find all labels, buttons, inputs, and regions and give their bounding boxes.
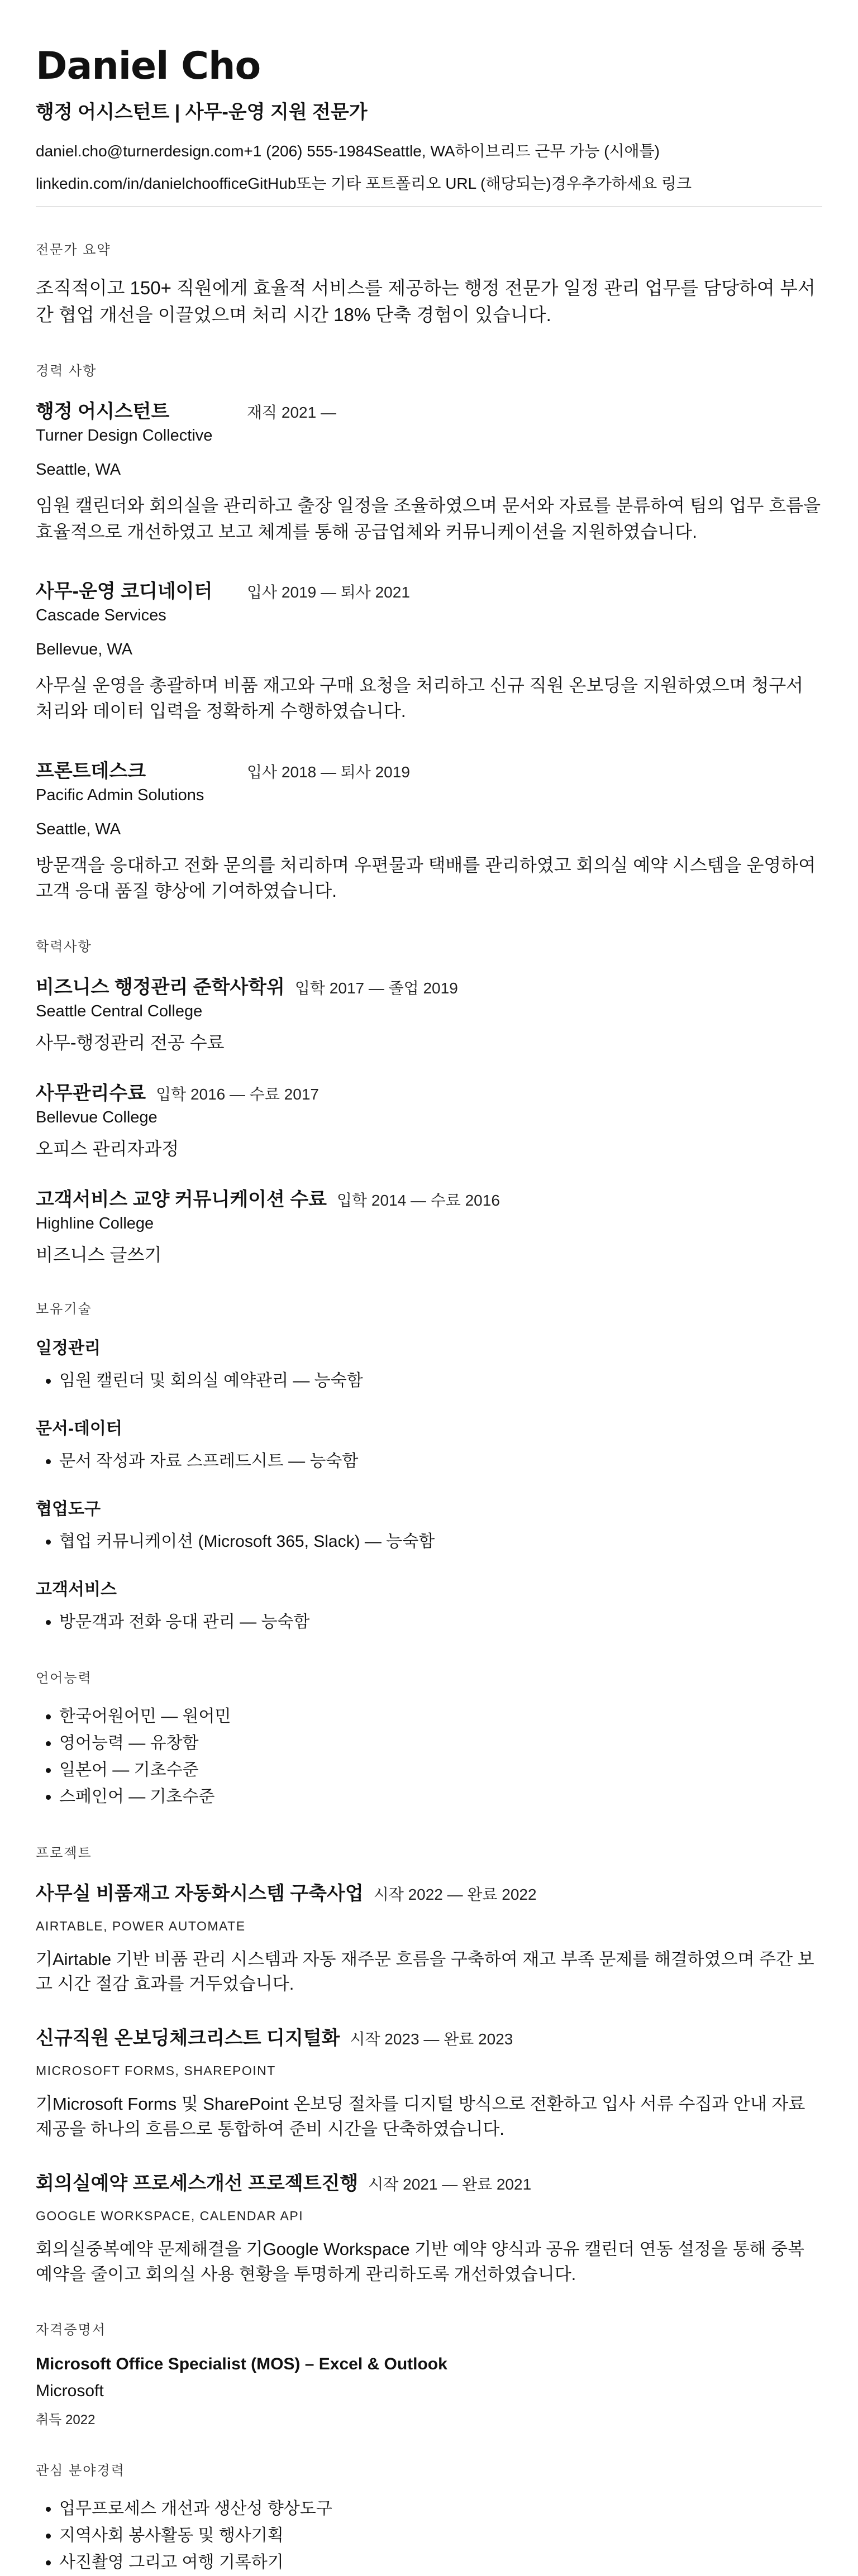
school-name: Highline College	[36, 1214, 154, 1232]
experience-entry	[36, 396, 822, 544]
education-date: 입학 2016 — 수료 2017	[156, 1085, 319, 1103]
certification-issuer: Microsoft	[36, 2382, 104, 2401]
skill-group-title: 고객서비스	[36, 1580, 117, 1599]
job-date: 입사 2018 — 퇴사 2019	[247, 763, 410, 781]
portfolio-note: 또는 기타 포트폴리오 URL (해당되는)경우	[296, 175, 581, 193]
interests-section	[36, 2459, 822, 2576]
experience-entry	[36, 576, 822, 724]
company-name: Pacific Admin Solutions	[36, 786, 204, 804]
project-date: 시작 2021 — 완료 2021	[368, 2176, 532, 2193]
project-title: 사무실 비품재고 자동화시스템 구축사업	[36, 1882, 364, 1904]
experience-entry-head	[36, 576, 822, 603]
project-description: 회의실중복예약 문제해결을 기Google Workspace 기반 예약 양식과 공유 캘린더 연동 설정을 통해 중복 예약을 줄이고 회의실 사용 현황을 투명하게 관리하도록 개선하였습니다.	[36, 2239, 804, 2285]
project-date: 시작 2022 — 완료 2022	[373, 1885, 537, 1903]
education-note: 비즈니스 글쓰기	[36, 1244, 162, 1265]
education-section	[36, 935, 822, 1267]
education-date: 입학 2014 — 수료 2016	[337, 1191, 500, 1209]
skill-group	[36, 1495, 822, 1555]
linkedin-link[interactable]: linkedin.com/in/danielchoofficeGitHub	[36, 175, 297, 193]
skill-list	[36, 1368, 822, 1394]
contact-info	[36, 141, 822, 194]
skill-item: • 임원 캘린더 및 회의실 예약관리 — 능숙함	[59, 1368, 822, 1394]
location-text: Seattle, WA	[373, 142, 455, 160]
links-row	[36, 174, 822, 194]
skill-item: • 방문객과 전화 응대 관리 — 능숙함	[59, 1609, 822, 1636]
work-arrangement: 하이브리드 근무 가능 (시애틀)	[455, 142, 660, 160]
certification-date: 취득 2022	[36, 2412, 96, 2428]
education-note: 오피스 관리자과정	[36, 1138, 179, 1159]
degree-title: 고객서비스 교양 커뮤니케이션 수료	[36, 1188, 327, 1210]
candidate-headline: 행정 어시스턴트 | 사무-운영 지원 전문가	[36, 102, 368, 123]
education-entry	[36, 972, 822, 1054]
education-entry-head	[36, 972, 822, 999]
school-name: Bellevue College	[36, 1108, 158, 1126]
project-entry-head	[36, 2168, 822, 2195]
languages-section	[36, 1667, 822, 1810]
email-link[interactable]: daniel.cho@turnerdesign.com	[36, 142, 244, 160]
skill-group	[36, 1414, 822, 1475]
project-description: 기Microsoft Forms 및 SharePoint 온보딩 절차를 디지털 방식으로 전환하고 입사 서류 수집과 안내 자료 제공을 하나의 흐름으로 통합하여 준비 시간을 단축하였습니다.	[36, 2094, 805, 2139]
interest-item: • 사진촬영 그리고 여행 기록하기	[59, 2549, 822, 2576]
summary-text: 조직적이고 150+ 직원에게 효율적 서비스를 제공하는 행정 전문가 일정 관리 업무를 담당하여 부서 간 협업 개선을 이끌었으며 처리 시간 18% 단축 경험이 있습니다.	[36, 278, 816, 326]
interest-list	[36, 2496, 822, 2576]
project-tech: GOOGLE WORKSPACE, CALENDAR API	[36, 2209, 304, 2224]
certifications-section	[36, 2319, 822, 2428]
project-description: 기Airtable 기반 비품 관리 시스템과 자동 재주문 흐름을 구축하여 재고 부족 문제를 해결하였으며 주간 보고 시간 절감 효과를 거두었습니다.	[36, 1949, 814, 1994]
language-item: • 일본어 — 기초수준	[59, 1757, 822, 1784]
skills-section	[36, 1298, 822, 1636]
project-entry	[36, 2023, 822, 2142]
project-entry	[36, 2168, 822, 2287]
certification-name: Microsoft Office Specialist (MOS) – Excel & Outlook	[36, 2355, 447, 2374]
school-name: Seattle Central College	[36, 1002, 203, 1020]
language-list	[36, 1703, 822, 1810]
job-description: 임원 캘린더와 회의실을 관리하고 출장 일정을 조율하였으며 문서와 자료를 분류하여 팀의 업무 흐름을 효율적으로 개선하였고 보고 체계를 통해 공급업체와 커뮤니케이션을 지원하였습니다.	[36, 495, 821, 542]
summary-section	[36, 238, 822, 328]
summary-title: 전문가 요약	[36, 242, 111, 258]
header-divider	[36, 206, 822, 207]
education-title: 학력사항	[36, 939, 92, 954]
job-description: 방문객을 응대하고 전화 문의를 처리하며 우편물과 택배를 관리하였고 회의실 예약 시스템을 운영하여 고객 응대 품질 향상에 기여하였습니다.	[36, 854, 816, 901]
interest-item: • 지역사회 봉사활동 및 행사기획	[59, 2522, 822, 2549]
language-item: • 한국어원어민 — 원어민	[59, 1703, 822, 1730]
project-entry-head	[36, 1878, 822, 1905]
job-location: Bellevue, WA	[36, 640, 132, 658]
experience-entry-head	[36, 396, 822, 423]
degree-title: 사무관리수료	[36, 1082, 146, 1104]
skill-group-title: 협업도구	[36, 1499, 101, 1518]
education-entry-head	[36, 1078, 822, 1105]
language-item: • 영어능력 — 유창함	[59, 1730, 822, 1757]
experience-entry-head	[36, 756, 822, 783]
skill-list	[36, 1528, 822, 1555]
experience-title: 경력 사항	[36, 364, 97, 379]
education-date: 입학 2017 — 졸업 2019	[294, 979, 458, 997]
portfolio-link[interactable]: 추가하세요 링크	[581, 175, 692, 193]
education-entry	[36, 1078, 822, 1160]
skill-list	[36, 1609, 822, 1636]
job-title: 프론트데스크	[36, 760, 146, 782]
job-title: 사무-운영 코디네이터	[36, 580, 213, 602]
project-entry	[36, 1878, 822, 1997]
job-location: Seattle, WA	[36, 461, 121, 479]
skills-title: 보유기술	[36, 1301, 92, 1317]
contact-row	[36, 141, 822, 161]
project-tech: MICROSOFT FORMS, SHAREPOINT	[36, 2063, 276, 2078]
job-location: Seattle, WA	[36, 820, 121, 838]
skill-group-title: 일정관리	[36, 1339, 101, 1358]
degree-title: 비즈니스 행정관리 준학사학위	[36, 976, 285, 998]
skill-list	[36, 1448, 822, 1475]
languages-title: 언어능력	[36, 1670, 92, 1686]
experience-entry	[36, 756, 822, 904]
projects-title: 프로젝트	[36, 1845, 92, 1861]
skill-group-title: 문서-데이터	[36, 1419, 122, 1438]
education-entry-head	[36, 1184, 822, 1211]
job-description: 사무실 운영을 총괄하며 비품 재고와 구매 요청을 처리하고 신규 직원 온보딩을 지원하였으며 청구서 처리와 데이터 입력을 정확하게 수행하였습니다.	[36, 675, 804, 721]
language-item: • 스페인어 — 기초수준	[59, 1784, 822, 1810]
skill-item: • 문서 작성과 자료 스프레드시트 — 능숙함	[59, 1448, 822, 1475]
project-tech: AIRTABLE, POWER AUTOMATE	[36, 1918, 246, 1933]
interest-item: • 업무프로세스 개선과 생산성 향상도구	[59, 2496, 822, 2522]
project-title: 신규직원 온보딩체크리스트 디지털화	[36, 2028, 340, 2049]
project-entry-head	[36, 2023, 822, 2050]
education-entry	[36, 1184, 822, 1267]
interests-title: 관심 분야경력	[36, 2463, 125, 2479]
project-title: 회의실예약 프로세스개선 프로젝트진행	[36, 2173, 359, 2195]
job-date: 재직 2021 —	[247, 404, 336, 422]
candidate-name: Daniel Cho	[36, 44, 261, 88]
projects-section	[36, 1842, 822, 2288]
company-name: Cascade Services	[36, 606, 166, 624]
skill-item: • 협업 커뮤니케이션 (Microsoft 365, Slack) — 능숙함	[59, 1528, 822, 1555]
experience-section	[36, 360, 822, 904]
phone-number[interactable]: +1 (206) 555-1984	[244, 142, 373, 160]
resume-header	[36, 0, 822, 207]
job-date: 입사 2019 — 퇴사 2021	[247, 583, 410, 601]
certifications-title: 자격증명서	[36, 2322, 106, 2338]
skill-group	[36, 1575, 822, 1636]
company-name: Turner Design Collective	[36, 427, 213, 445]
project-date: 시작 2023 — 완료 2023	[350, 2030, 513, 2048]
skill-group	[36, 1334, 822, 1394]
job-title: 행정 어시스턴트	[36, 401, 170, 423]
education-note: 사무-행정관리 전공 수료	[36, 1032, 225, 1053]
